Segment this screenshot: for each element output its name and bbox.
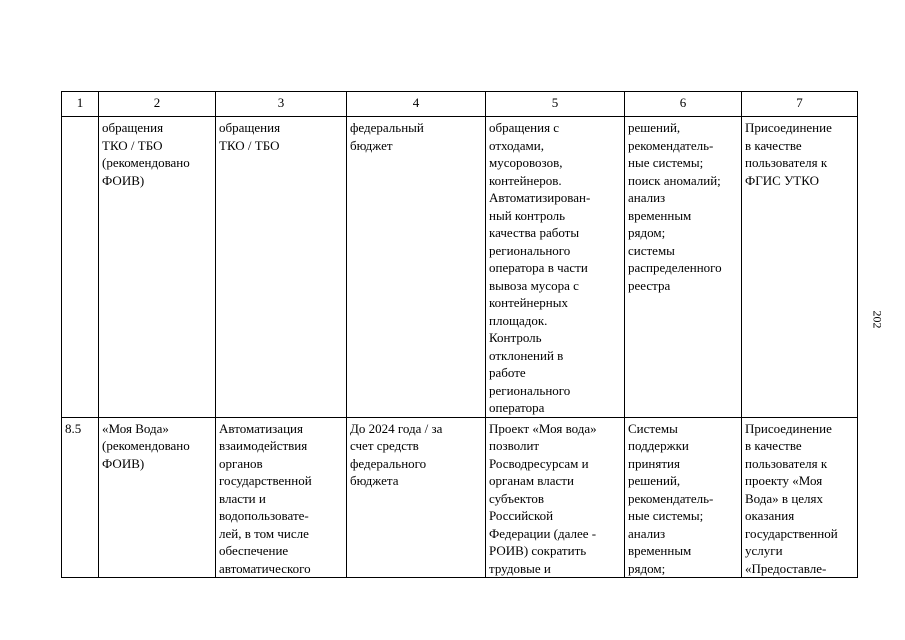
- row1-project-name-cell: [99, 117, 216, 418]
- cell-text-line: федеральный: [350, 120, 424, 135]
- cell-text-line: До 2024 года / за: [350, 420, 443, 436]
- cell-text-line: системы: [628, 242, 675, 258]
- cell-text-line: ТКО / ТБО: [219, 137, 280, 153]
- row2-technologies-cell: [625, 417, 742, 578]
- cell-text-line: пользователя к: [745, 455, 828, 471]
- document-table: [61, 91, 858, 578]
- cell-text-line: Росводресурсам и: [489, 455, 589, 471]
- cell-text-line: мусоровозов,: [489, 155, 563, 170]
- cell-text-line: ФГИС УТКО: [745, 172, 819, 188]
- cell-text-line: контейнерных: [489, 295, 568, 310]
- cell-text-line: проекту «Моя: [745, 473, 823, 488]
- cell-text-line: качества работы: [489, 225, 580, 240]
- cell-text-line: Вода» в целях: [745, 490, 824, 506]
- cell-text-line: принятия: [628, 455, 680, 471]
- cell-text-line: ные системы;: [628, 508, 704, 523]
- row1-integration-cell: [742, 117, 858, 418]
- cell-text-line: оператора: [489, 400, 545, 415]
- cell-text-line: временным: [628, 543, 692, 558]
- cell-text-line: Контроль: [489, 330, 542, 345]
- cell-text-line: услуги: [745, 543, 783, 558]
- cell-text-line: рядом;: [628, 225, 666, 240]
- cell-text-line: бюджета: [350, 473, 399, 488]
- cell-text-line: обращения с: [489, 120, 560, 135]
- cell-text-line: Российской: [489, 508, 554, 523]
- cell-text-line: власти и: [219, 490, 266, 506]
- cell-text-line: лей, в том числе: [219, 525, 309, 541]
- cell-text-line: государственной: [745, 525, 838, 541]
- cell-text-line: вывоза мусора с: [489, 277, 579, 293]
- cell-text-line: органов: [219, 455, 263, 471]
- cell-text-line: отклонений в: [489, 347, 564, 363]
- cell-text-line: Автоматизирован-: [489, 190, 591, 205]
- header-cell-2: 2: [99, 92, 216, 117]
- table-row: [62, 117, 858, 418]
- cell-text-line: пользователя к: [745, 155, 828, 170]
- cell-text-line: РОИВ) сократить: [489, 543, 587, 558]
- cell-text-line: федерального: [350, 455, 427, 471]
- cell-text-line: реестра: [628, 277, 671, 293]
- header-cell-5: 5: [486, 92, 625, 117]
- row1-description-cell: [486, 117, 625, 418]
- cell-text-line: поддержки: [628, 438, 689, 453]
- cell-text-line: в качестве: [745, 438, 802, 453]
- cell-text-line: ФОИВ): [102, 172, 145, 188]
- cell-text-line: рядом;: [628, 560, 666, 576]
- row1-number-cell: [62, 117, 99, 418]
- cell-text-line: обращения: [102, 120, 164, 135]
- cell-text-line: площадок.: [489, 312, 548, 328]
- row1-timing-funding-cell: [347, 117, 486, 418]
- cell-text-line: субъектов: [489, 490, 545, 506]
- cell-text-line: рекомендатель-: [628, 490, 714, 506]
- row2-description-cell: [486, 417, 625, 578]
- row2-goal-cell: [216, 417, 347, 578]
- cell-text-line: ТКО / ТБО: [102, 137, 163, 153]
- row2-timing-funding-cell: [347, 417, 486, 578]
- cell-text-line: рекомендатель-: [628, 137, 714, 153]
- cell-text-line: регионального: [489, 382, 571, 398]
- cell-text-line: 8.5: [65, 420, 82, 436]
- cell-text-line: работе: [489, 365, 526, 380]
- row1-technologies-cell: [625, 117, 742, 418]
- cell-text-line: (рекомендовано: [102, 155, 190, 170]
- cell-text-line: Присоединение: [745, 120, 832, 135]
- cell-text-line: ФОИВ): [102, 455, 145, 471]
- cell-text-line: регионального: [489, 242, 571, 258]
- cell-text-line: трудовые и: [489, 560, 551, 576]
- cell-text-line: отходами,: [489, 137, 544, 153]
- cell-text-line: поиск аномалий;: [628, 172, 721, 188]
- cell-text-line: Системы: [628, 420, 678, 436]
- cell-text-line: взаимодействия: [219, 438, 308, 453]
- cell-text-line: бюджет: [350, 137, 393, 153]
- cell-text-line: временным: [628, 207, 692, 223]
- row2-project-name-cell: [99, 417, 216, 578]
- cell-text-line: анализ: [628, 190, 666, 205]
- header-cell-3: 3: [216, 92, 347, 117]
- row2-integration-cell: [742, 417, 858, 578]
- cell-text-line: обеспечение: [219, 543, 289, 558]
- cell-text-line: решений,: [628, 120, 681, 135]
- cell-text-line: водопользовате-: [219, 508, 309, 523]
- cell-text-line: счет средств: [350, 438, 419, 453]
- cell-text-line: Федерации (далее -: [489, 525, 597, 541]
- cell-text-line: «Предоставле-: [745, 560, 827, 576]
- cell-text-line: автоматического: [219, 560, 311, 576]
- page-number: 202: [870, 310, 885, 329]
- row1-goal-cell: [216, 117, 347, 418]
- cell-text-line: оператора в части: [489, 260, 588, 275]
- cell-text-line: в качестве: [745, 137, 802, 153]
- cell-text-line: решений,: [628, 473, 681, 488]
- cell-text-line: распределенного: [628, 260, 722, 275]
- header-cell-7: 7: [742, 92, 858, 117]
- cell-text-line: Автоматизация: [219, 420, 303, 436]
- cell-text-line: ный контроль: [489, 207, 566, 223]
- cell-text-line: Присоединение: [745, 420, 832, 436]
- cell-text-line: (рекомендовано: [102, 438, 190, 453]
- table-header-row: [62, 92, 858, 117]
- cell-text-line: оказания: [745, 508, 795, 523]
- row2-number-cell: [62, 417, 99, 578]
- cell-text-line: ные системы;: [628, 155, 704, 170]
- header-cell-6: 6: [625, 92, 742, 117]
- header-cell-4: 4: [347, 92, 486, 117]
- cell-text-line: контейнеров.: [489, 172, 562, 188]
- cell-text-line: анализ: [628, 525, 666, 541]
- cell-text-line: органам власти: [489, 473, 574, 488]
- table-row: [62, 417, 858, 578]
- cell-text-line: «Моя Вода»: [102, 420, 169, 436]
- cell-text-line: позволит: [489, 438, 540, 453]
- cell-text-line: государственной: [219, 473, 312, 488]
- header-cell-1: 1: [62, 92, 99, 117]
- cell-text-line: обращения: [219, 120, 281, 135]
- cell-text-line: Проект «Моя вода»: [489, 420, 597, 436]
